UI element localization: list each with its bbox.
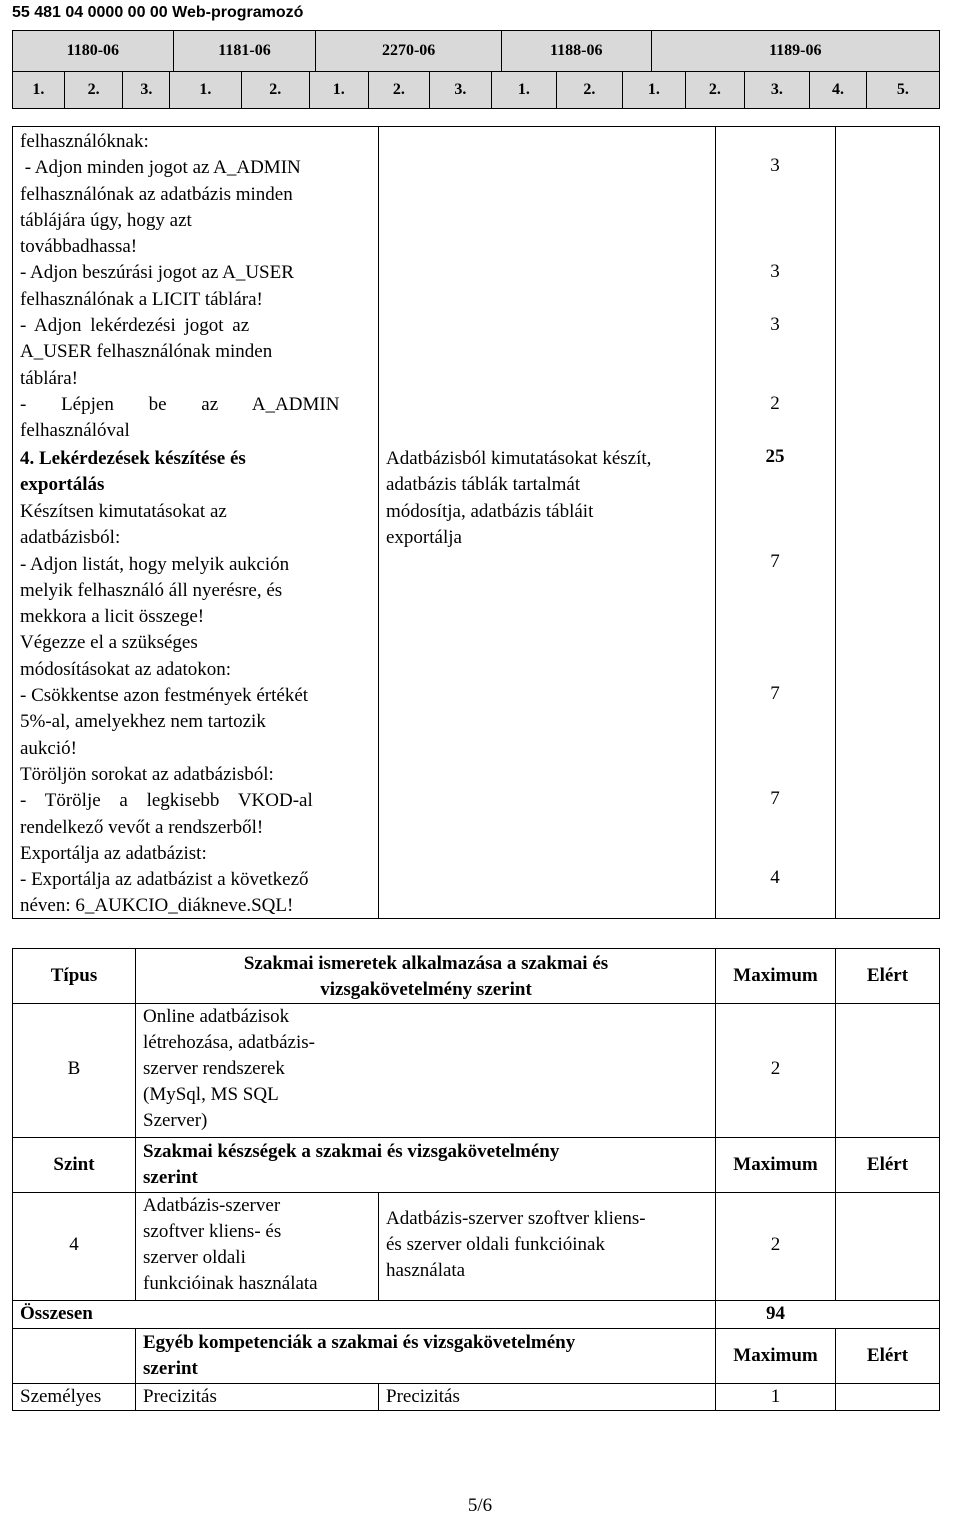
text-line: adatbázisból: [20, 527, 121, 549]
text-line: továbbadhassa! [20, 236, 138, 258]
text-line: Adatbázis-szerver szoftver kliens- [386, 1208, 646, 1229]
text-line: létrehozása, adatbázis- [143, 1032, 315, 1053]
header-number: 3. [430, 72, 492, 108]
task-text-a [20, 129, 376, 445]
level-label: Szint [53, 1154, 95, 1175]
text-line: és szerver oldali funkcióinak [386, 1234, 605, 1255]
text-line: Adatbázis-szerver [143, 1195, 281, 1216]
text-line: felhasználónak a LICIT táblára! [20, 288, 263, 310]
header-number: 2. [686, 72, 745, 108]
text-line: funkcióinak használata [143, 1273, 318, 1294]
total-value: 94 [766, 1303, 785, 1324]
points-value: 25 [765, 446, 785, 467]
header-number: 2. [557, 72, 622, 108]
skills-max: 2 [770, 1234, 781, 1255]
header-groups-row [12, 30, 940, 72]
text-line: néven: 6_AUKCIO_diákneve.SQL! [20, 895, 294, 917]
personal-label: Személyes [20, 1386, 102, 1407]
text-line: felhasználóval [20, 420, 130, 442]
text-line: felhasználóknak: [20, 131, 149, 152]
task-text-b [20, 499, 376, 920]
text-line: szoftver kliens- és [143, 1221, 282, 1242]
text-line: használata [386, 1260, 466, 1281]
text-line: - Exportálja az adatbázist a következő [20, 869, 309, 891]
text-line: aukció! [20, 737, 77, 759]
skills-header-line: szerint [143, 1167, 198, 1188]
text-line: - Csökkentse azon festmények értékét [20, 685, 309, 707]
other-competencies-header [143, 1330, 713, 1382]
achieved-label: Elért [866, 1154, 909, 1175]
skills-mid-text [386, 1206, 714, 1284]
header-number: 5. [896, 81, 909, 98]
section-title [20, 446, 376, 499]
type-value: B [67, 1058, 81, 1079]
text-line: 5%-al, amelyekhez nem tartozik [20, 711, 266, 733]
text-line: - Adjon minden jogot az A_ADMIN [20, 157, 301, 179]
header-number: 2. [242, 72, 310, 108]
header-numbers-row [12, 71, 940, 109]
text-line: szerver rendszerek [143, 1058, 285, 1079]
header-number: 4. [810, 72, 867, 108]
knowledge-header-line: vizsgakövetelmény szerint [320, 979, 532, 1000]
text-line: módosítja, adatbázis tábláit [386, 500, 594, 522]
text-line: szerver oldali [143, 1247, 246, 1268]
header-number: 1. [623, 72, 687, 108]
total-label: Összesen [20, 1303, 93, 1324]
level-value: 4 [69, 1234, 79, 1255]
points-value: 3 [770, 155, 780, 176]
text-line: - Adjon lekérdezési jogot az [20, 315, 250, 337]
header-number: 1. [13, 72, 65, 108]
page-number: 5/6 [467, 1495, 493, 1516]
text-line: felhasználónak az adatbázis minden [20, 183, 293, 205]
section-title-line: 4. Lekérdezések készítése és [20, 448, 246, 469]
text-line: A_USER felhasználónak minden [20, 341, 273, 363]
text-line: - Törölje a legkisebb VKOD-al [20, 790, 313, 812]
skills-left-text [143, 1193, 375, 1297]
knowledge-header-line: Szakmai ismeretek alkalmazása a szakmai és [243, 953, 609, 974]
text-line: Készítsen kimutatásokat az [20, 501, 227, 522]
knowledge-text [143, 1004, 383, 1134]
text-line: Végezze el a szükséges [20, 632, 198, 654]
text-line: Online adatbázisok [143, 1006, 290, 1027]
points-value: 7 [770, 788, 780, 809]
text-line: rendelkező vevőt a rendszerből! [20, 816, 264, 838]
points-value: 3 [770, 314, 780, 335]
text-line: melyik felhasználó áll nyerésre, és [20, 579, 283, 601]
group-1189-06: 1189-06 [769, 42, 822, 59]
document-title: 55 481 04 0000 00 00 Web-programozó [12, 4, 304, 21]
text-line: (MySql, MS SQL [143, 1084, 279, 1105]
text-line: módosításokat az adatokon: [20, 658, 232, 680]
text-line: Töröljön sorokat az adatbázisból: [20, 763, 274, 785]
text-line: - Adjon listát, hogy melyik aukción [20, 553, 290, 575]
points-value: 3 [770, 261, 780, 282]
type-label: Típus [50, 965, 98, 986]
text-line: Adatbázisból kimutatásokat készít, [386, 448, 652, 469]
precision-cell: Precizitás [143, 1386, 217, 1407]
header-number: 2. [369, 72, 431, 108]
section-title-line: exportálás [20, 474, 105, 496]
maximum-label: Maximum [733, 1154, 818, 1175]
points-value: 4 [770, 867, 780, 888]
text-line: táblájára úgy, hogy azt [20, 209, 192, 231]
header-number: 1. [170, 72, 241, 108]
maximum-label: Maximum [733, 965, 818, 986]
text-line: mekkora a licit összege! [20, 606, 205, 628]
knowledge-max: 2 [770, 1058, 781, 1079]
skills-header [143, 1139, 713, 1191]
points-value: 7 [770, 683, 780, 704]
maximum-label: Maximum [733, 1345, 818, 1366]
header-number: 3. [745, 72, 810, 108]
group-2270-06: 2270-06 [316, 31, 502, 71]
header-line: szerint [143, 1358, 198, 1379]
text-line: táblára! [20, 367, 79, 389]
text-line: Exportálja az adatbázist: [20, 842, 207, 864]
text-line: - Lépjen be az A_ADMIN [20, 393, 340, 415]
achieved-label: Elért [866, 965, 909, 986]
group-1188-06: 1188-06 [502, 31, 652, 71]
header-number: 2. [65, 72, 124, 108]
points-value: 7 [770, 551, 780, 572]
text-line: exportálja [386, 526, 462, 548]
achieved-label: Elért [866, 1345, 909, 1366]
group-1180-06: 1180-06 [13, 31, 174, 71]
header-number: 3. [123, 72, 170, 108]
knowledge-header [137, 951, 715, 1003]
skills-header-line: Szakmai készségek a szakmai és vizsgakövetelmény [143, 1141, 560, 1162]
header-line: Egyéb kompetenciák a szakmai és vizsgakövetelmény [143, 1332, 576, 1353]
competency-description [386, 446, 714, 551]
text-line: - Adjon beszúrási jogot az A_USER [20, 262, 294, 284]
header-number: 1. [310, 72, 369, 108]
header-number: 1. [492, 72, 557, 108]
precision-cell: Precizitás [386, 1386, 460, 1407]
text-line: adatbázis táblák tartalmát [386, 474, 581, 496]
personal-max: 1 [770, 1386, 781, 1407]
points-value: 2 [770, 393, 780, 414]
text-line: Szerver) [143, 1110, 208, 1131]
group-1181-06: 1181-06 [174, 31, 317, 71]
